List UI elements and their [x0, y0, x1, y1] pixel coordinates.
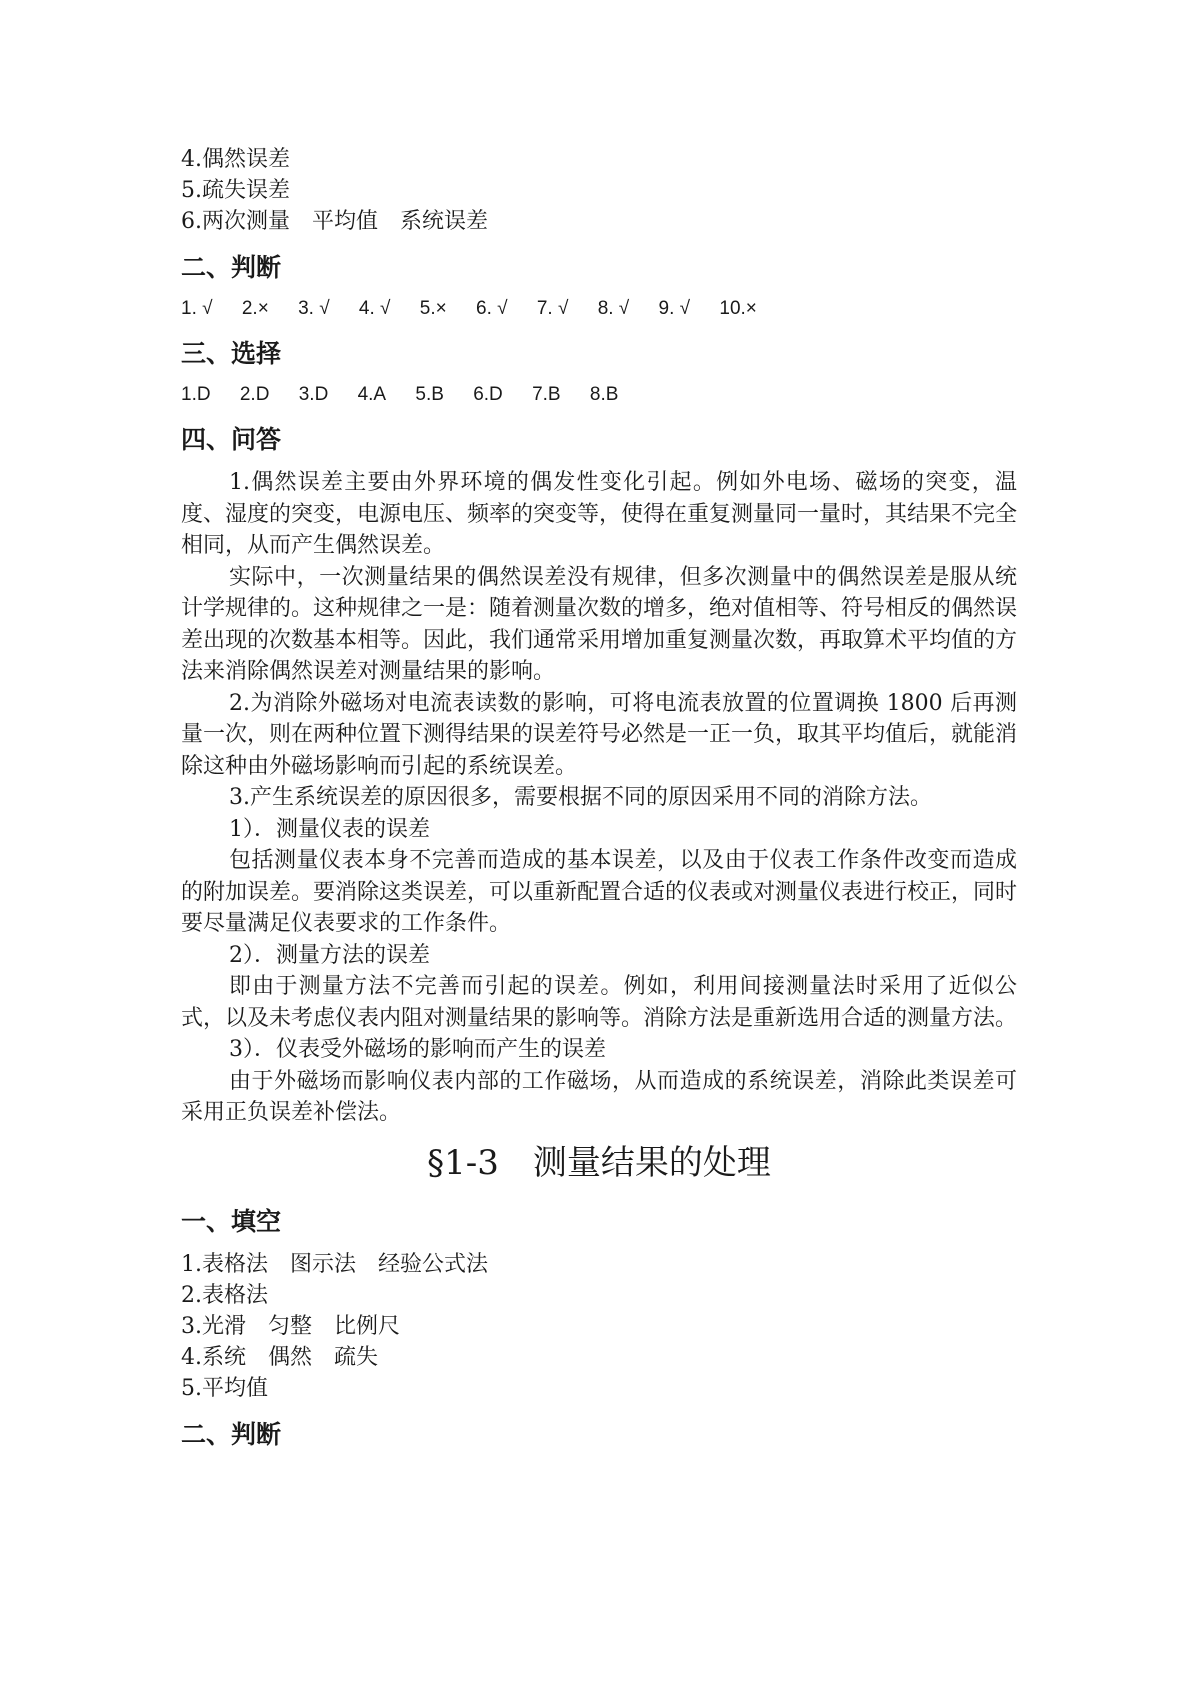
- qa-subheading: 1）．测量仪表的误差: [229, 816, 430, 842]
- fill-answer-1: 1.表格法 图示法 经验公式法: [181, 1251, 488, 1277]
- fill-answer-5: 5.平均值: [181, 1375, 268, 1401]
- qa-answers: [181, 467, 1017, 1129]
- fill-answers: [181, 1249, 1017, 1404]
- qa-paragraph: 3.产生系统误差的原因很多，需要根据不同的原因采用不同的消除方法。: [229, 785, 932, 810]
- judge-answer: 5.×: [419, 298, 447, 319]
- judge-heading: 二、判断: [181, 253, 282, 282]
- choice-heading: 三、选择: [181, 339, 282, 368]
- choice-answer: 8.B: [589, 384, 619, 405]
- judge-answer: 7. √: [536, 298, 569, 319]
- judge-heading-2: 二、判断: [181, 1419, 282, 1449]
- choice-answer: 5.B: [415, 384, 444, 405]
- qa-subheading: 3）．仪表受外磁场的影响而产生的误差: [229, 1037, 606, 1062]
- choice-answer: 7.B: [532, 384, 561, 405]
- judge-answer: 4. √: [358, 298, 391, 319]
- choice-answer: 3.D: [298, 384, 329, 405]
- qa-subheading: 2）．测量方法的误差: [229, 942, 430, 968]
- choice-answers: [181, 381, 1017, 409]
- judge-answer: 10.×: [719, 298, 757, 319]
- choice-answer: 2.D: [239, 384, 270, 405]
- fill-answer-4: 4.偶然误差: [181, 147, 290, 172]
- qa-paragraph: 1.偶然误差主要由外界环境的偶发性变化引起。例如外电场、磁场的突变，温度、湿度的突变，电源电压、频率的突变等，使得在重复测量同一量时，其结果不完全相同，从而产生偶然误差。: [181, 470, 1018, 558]
- choice-answer: 4.A: [357, 384, 387, 405]
- fill-answer-4: 4.系统 偶然 疏失: [181, 1344, 378, 1370]
- qa-paragraph: 即由于测量方法不完善而引起的误差。例如，利用间接测量法时采用了近似公式，以及未考虑仪表内阻对测量结果的影响等。消除方法是重新选用合适的测量方法。: [181, 974, 1018, 1031]
- choice-answer: 1.D: [181, 384, 211, 405]
- qa-paragraph: 包括测量仪表本身不完善而造成的基本误差，以及由于仪表工作条件改变而造成的附加误差。要消除这类误差，可以重新配置合适的仪表或对测量仪表进行校正，同时要尽量满足仪表要求的工作条件。: [181, 848, 1018, 936]
- fill-answer-6: 6.两次测量 平均值 系统误差: [181, 209, 488, 234]
- qa-paragraph: 由于外磁场而影响仪表内部的工作磁场，从而造成的系统误差，消除此类误差可采用正负误差补偿法。: [181, 1068, 1017, 1125]
- fill-answer-5: 5.疏失误差: [181, 178, 290, 203]
- section-title: §1-3 测量结果的处理: [427, 1142, 771, 1183]
- judge-answer: 6. √: [476, 298, 508, 319]
- judge-answer: 2.×: [241, 298, 269, 319]
- judge-answers: [181, 295, 1017, 323]
- fill-answers-continued: [181, 144, 1017, 237]
- choice-answer: 6.D: [473, 384, 503, 405]
- judge-answer: 9. √: [658, 298, 691, 319]
- page-content: [181, 144, 1017, 1462]
- qa-paragraph: 2.为消除外磁场对电流表读数的影响，可将电流表放置的位置调换 1800 后再测量一次，则在两种位置下测得结果的误差符号必然是一正一负，取其平均值后，就能消除这种由外磁场影响而引起的系统误差。: [181, 690, 1018, 779]
- fill-answer-2: 2.表格法: [181, 1282, 268, 1308]
- judge-answer: 1. √: [181, 298, 213, 319]
- qa-paragraph: 实际中，一次测量结果的偶然误差没有规律，但多次测量中的偶然误差是服从统计学规律的。这种规律之一是：随着测量次数的增多，绝对值相等、符号相反的偶然误差出现的次数基本相等。因此，我们通常采用增加重复测量次数，再取算术平均值的方法来消除偶然误差对测量结果的影响。: [181, 564, 1018, 684]
- judge-answer: 3. √: [298, 298, 330, 319]
- judge-answer: 8. √: [597, 298, 630, 319]
- fill-heading: 一、填空: [181, 1206, 282, 1236]
- fill-answer-3: 3.光滑 匀整 比例尺: [181, 1313, 400, 1339]
- qa-heading: 四、问答: [181, 425, 282, 454]
